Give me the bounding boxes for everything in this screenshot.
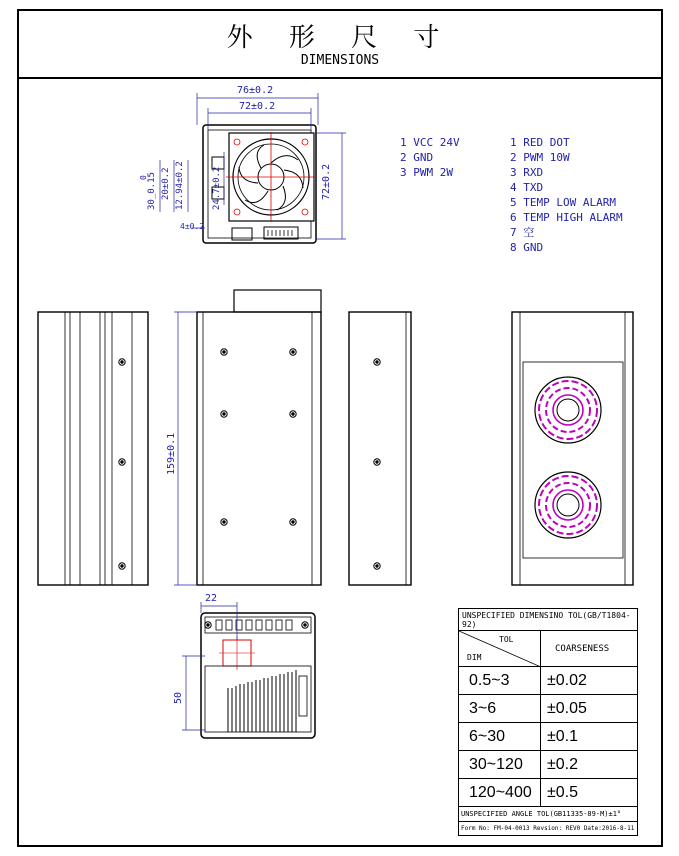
pin-item: 2 PWM 10W <box>510 151 570 164</box>
pin-item: 4 TXD <box>510 181 544 194</box>
form-note <box>459 822 637 835</box>
dim-left-30: 30_0.15 <box>147 172 157 210</box>
fan-vent-top <box>535 377 601 443</box>
tolerance-header <box>459 609 637 631</box>
pin-item: 7 空 <box>510 226 535 239</box>
pin-item: 1 RED DOT <box>510 136 570 149</box>
tol-dim-cell <box>459 631 541 666</box>
pin-list-power <box>400 135 460 180</box>
dim-height: 72±0.2 <box>321 163 332 200</box>
table-row <box>459 695 637 723</box>
range-cell: 0.5~3 <box>459 667 541 694</box>
side-view-fans <box>512 312 633 585</box>
range-cell: 6~30 <box>459 723 541 750</box>
pin-item: 6 TEMP HIGH ALARM <box>510 211 623 224</box>
pin-list-signal <box>510 135 623 255</box>
tol-cell: ±0.05 <box>547 699 587 717</box>
form-note-text: Form No: FM-04-0013 Revsion: REV0 Date:2016-8-11 <box>461 825 635 832</box>
angle-note <box>459 807 637 822</box>
table-row <box>459 667 637 695</box>
dim-length-159: 159±0.1 <box>166 432 177 475</box>
tolerance-header-text: UNSPECIFIED DIMENSINO TOL(GB/T1804-92) <box>462 610 631 629</box>
title-chinese: 外 形 尺 寸 <box>226 23 454 53</box>
tolerance-table <box>458 608 638 836</box>
top-view <box>160 93 346 243</box>
tolerance-col-header <box>459 631 637 667</box>
angle-note-text: UNSPECIFIED ANGLE TOL(GB11335-89-M)±1° <box>461 810 622 818</box>
pin-item: 1 VCC 24V <box>400 136 460 149</box>
dim-front-22: 22 <box>205 593 218 604</box>
table-row <box>459 751 637 779</box>
dim-left-20: 20±0.2 <box>161 167 171 200</box>
dim-inner-width: 72±0.2 <box>239 101 276 112</box>
front-view <box>182 602 315 738</box>
pin-item: 2 GND <box>400 151 434 164</box>
tol-label: TOL <box>499 635 514 644</box>
coarseness-label: COARSENESS <box>555 643 610 654</box>
pin-item: 5 TEMP LOW ALARM <box>510 196 616 209</box>
tol-cell: ±0.02 <box>547 671 587 689</box>
fan-vent-bottom <box>535 472 601 538</box>
dim-overall-width: 76±0.2 <box>237 85 274 96</box>
title-english: DIMENSIONS <box>300 53 380 68</box>
dim-bottom-4: 4±0.2 <box>180 222 205 231</box>
side-view-main <box>174 290 321 585</box>
pin-item: 8 GND <box>510 241 544 254</box>
dim-fan-24: 24.7±0.2 <box>212 166 222 210</box>
pin-item: 3 PWM 2W <box>400 166 453 179</box>
side-view-left <box>38 312 148 585</box>
dim-label: DIM <box>467 653 482 662</box>
dim-left-12: 12.94±0.2 <box>175 161 185 210</box>
range-cell: 30~120 <box>459 751 541 778</box>
dim-left-30-sup: 0 <box>139 175 148 180</box>
table-row <box>459 779 637 807</box>
dim-front-50: 50 <box>173 691 184 704</box>
side-view-plain <box>349 312 411 585</box>
tol-cell: ±0.2 <box>547 755 579 773</box>
table-row <box>459 723 637 751</box>
tol-cell: ±0.5 <box>547 783 579 801</box>
pin-item: 3 RXD <box>510 166 544 179</box>
range-cell: 3~6 <box>459 695 541 722</box>
tol-cell: ±0.1 <box>547 727 579 745</box>
range-cell: 120~400 <box>459 779 541 806</box>
